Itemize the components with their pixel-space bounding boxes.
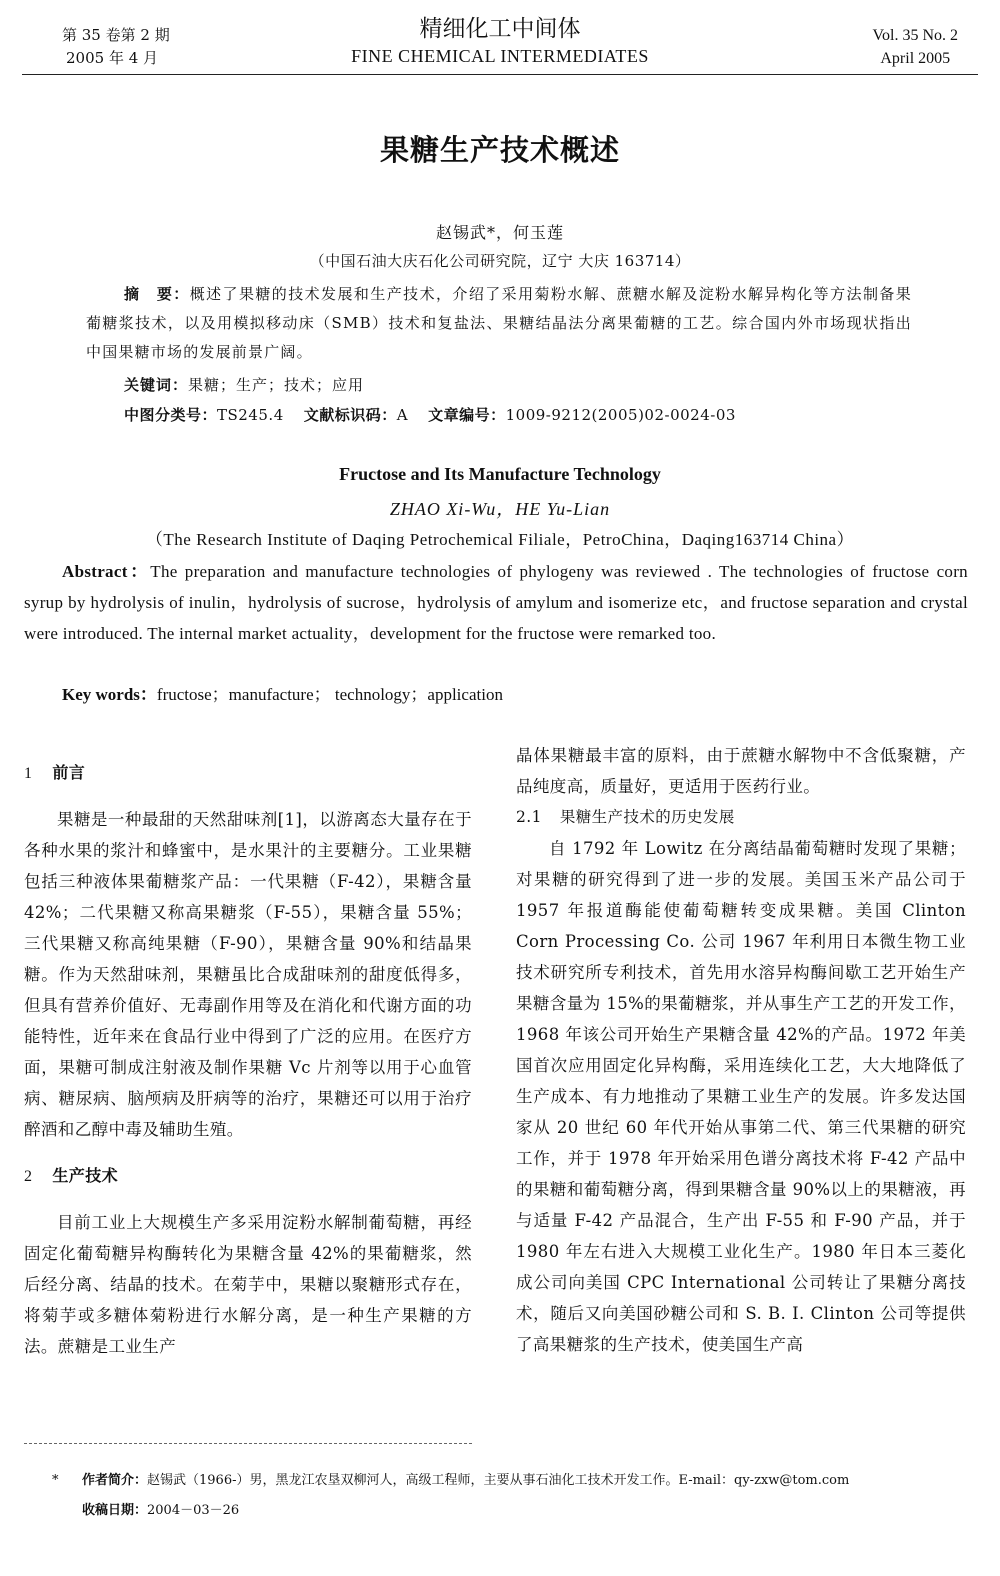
date-cn: 2005 年 4 月 — [66, 49, 159, 67]
paragraph-production-cont: 晶体果糖最丰富的原料，由于蔗糖水解物中不含低聚糖，产品纯度高，质量好，更适用于医药行业。 — [516, 746, 966, 796]
keywords-cn-label: 关键词： — [124, 376, 189, 394]
abstract-en — [24, 556, 968, 649]
subsection-2-1-title: 果糖生产技术的历史发展 — [559, 808, 735, 826]
section-2-number: 2 — [24, 1168, 33, 1185]
authors-en: ZHAO Xi-Wu，HE Yu-Lian — [389, 499, 611, 519]
footnote — [52, 1466, 976, 1526]
issue-info-en — [873, 24, 959, 70]
abstract-en-text: The preparation and manufacture technologies of phylogeny was reviewed . The technologies of fructose corn syrup by hydrolysis of inulin，hydrolysis of sucrose，hydrolysis of amylum and isomerize etc，and fructose separation and crystal were introduced. The internal market actuality，development for the fructose were remarked too. — [24, 562, 968, 643]
section-2-title: 生产技术 — [52, 1166, 119, 1185]
clc-value: TS245.4 — [217, 406, 284, 424]
affiliation-en: （The Research Institute of Daqing Petrochemical Filiale，PetroChina，Daqing163714 China） — [145, 530, 855, 549]
date-en: April 2005 — [880, 50, 951, 67]
body-column-right — [516, 740, 966, 1360]
section-heading-2 — [24, 1160, 472, 1192]
affiliation-cn: （中国石油大庆石化公司研究院，辽宁 大庆 163714） — [309, 252, 691, 270]
section-1-title: 前言 — [52, 763, 86, 782]
journal-name-en: FINE CHEMICAL INTERMEDIATES — [351, 46, 649, 66]
keywords-en-label: Key words： — [62, 685, 157, 704]
classification-line — [124, 402, 736, 428]
volume-issue: 第 35 卷第 2 期 — [62, 26, 170, 44]
authors-cn: 赵锡武*，何玉莲 — [435, 223, 564, 242]
section-1-number: 1 — [24, 765, 33, 782]
footnote-star: * — [52, 1473, 59, 1488]
received-date — [56, 1496, 976, 1526]
paper-title-en: Fructose and Its Manufacture Technology — [339, 464, 661, 484]
header-rule — [22, 74, 978, 75]
author-bio — [56, 1466, 976, 1496]
abstract-cn-text: 概述了果糖的技术发展和生产技术，介绍了采用菊粉水解、蔗糖水解及淀粉水解异构化等方法制备果葡糖浆技术，以及用模拟移动床（SMB）技术和复盐法、果糖结晶法分离果葡糖的工艺。综合国内外市场现状指出中国果糖市场的发展前景广阔。 — [86, 285, 912, 361]
received-date-text: 2004－03－26 — [147, 1503, 240, 1518]
section-heading-1 — [24, 757, 472, 789]
keywords-en — [62, 681, 503, 709]
footnote-rule — [24, 1443, 472, 1444]
keywords-cn — [124, 372, 364, 398]
keywords-en-text: fructose；manufacture； technology；application — [156, 685, 503, 704]
paragraph-history: 自 1792 年 Lowitz 在分离结晶葡萄糖时发现了果糖；对果糖的研究得到了进一步的发展。美国玉米产品公司于 1957 年报道酶能使葡萄糖转变成果糖。美国 Clinton Corn Processing Co. 公司 1967 年利用日本微生物工业技术研究所专利技术，首先用水溶异构酶间歇工艺开始生产果糖含量为 15%的果葡糖浆，并从事生产工艺的开发工作，1968 年该公司开始生产果糖含量 42%的产品。1972 年美国首次应用固定化异构酶，采用连续化工艺，大大地降低了生产成本、有力地推动了果糖工业生产的发展。许多发达国家从 20 世纪 60 年代开始从事第二代、第三代果糖的研究工作，并于 1978 年开始采用色谱分离技术将 F-42 产品中的果糖和葡萄糖分离，得到果糖含量 90%以上的果糖液，再与适量 F-42 产品混合，生产出 F-55 和 F-90 产品，并于 1980 年左右进入大规模工业化生产。1980 年日本三菱化成公司向美国 CPC International 公司转让了果糖分离技术，随后又向美国砂糖公司和 S. B. I. Clinton 公司等提供了高果糖浆的生产技术，使美国生产高 — [516, 839, 966, 1354]
doc-code-label: 文献标识码： — [303, 406, 397, 424]
issue-info — [62, 24, 170, 70]
journal-name — [300, 14, 700, 68]
abstract-cn-label: 摘 要： — [124, 285, 190, 303]
paragraph-intro: 果糖是一种最甜的天然甜味剂[1]，以游离态大量存在于各种水果的浆汁和蜂蜜中，是水果汁的主要糖分。工业果糖包括三种液体果葡糖浆产品：一代果糖（F-42），果糖含量 42%；二代果糖又称高果糖浆（F-55），果糖含量 55%；三代果糖又称高纯果糖（F-90），果糖含量 90%和结晶果糖。作为天然甜味剂，果糖虽比合成甜味剂的甜度低得多，但具有营养价值好、无毒副作用等及在消化和代谢方面的功能特性，近年来在食品行业中得到了广泛的应用。在医疗方面，果糖可制成注射液及制作果糖 Vc 片剂等以用于心血管病、糖尿病、脑颅病及肝病等的治疗，果糖还可以用于治疗醉酒和乙醇中毒及辅助生殖。 — [24, 810, 472, 1139]
subsection-2-1-number: 2.1 — [516, 808, 542, 826]
article-no-value: 1009-9212(2005)02-0024-03 — [505, 406, 736, 424]
received-date-label: 收稿日期： — [82, 1503, 148, 1518]
subsection-heading-2-1 — [516, 802, 966, 833]
article-no-label: 文章编号： — [428, 406, 506, 424]
volume-en: Vol. 35 No. 2 — [872, 27, 958, 44]
abstract-cn — [86, 280, 912, 367]
paragraph-production: 目前工业上大规模生产多采用淀粉水解制葡萄糖，再经固定化葡萄糖异构酶转化为果糖含量 42%的果葡糖浆，然后经分离、结晶的技术。在菊芋中，果糖以聚糖形式存在，将菊芋或多糖体菊粉进行水解分离，是一种生产果糖的方法。蔗糖是工业生产 — [24, 1213, 472, 1356]
author-bio-label: 作者简介： — [82, 1473, 148, 1488]
journal-name-cn: 精细化工中间体 — [419, 16, 581, 42]
clc-label: 中图分类号： — [124, 406, 218, 424]
abstract-en-label: Abstract： — [62, 562, 151, 581]
doc-code-value: A — [396, 406, 409, 424]
author-bio-text: 赵锡武（1966-）男，黑龙江农垦双柳河人，高级工程师，主要从事石油化工技术开发工作。E-mail：qy-zxw@tom.com — [147, 1473, 850, 1488]
keywords-cn-text: 果糖；生产；技术；应用 — [188, 376, 365, 394]
paper-title-cn: 果糖生产技术概述 — [379, 133, 620, 167]
body-column-left — [24, 757, 472, 1362]
